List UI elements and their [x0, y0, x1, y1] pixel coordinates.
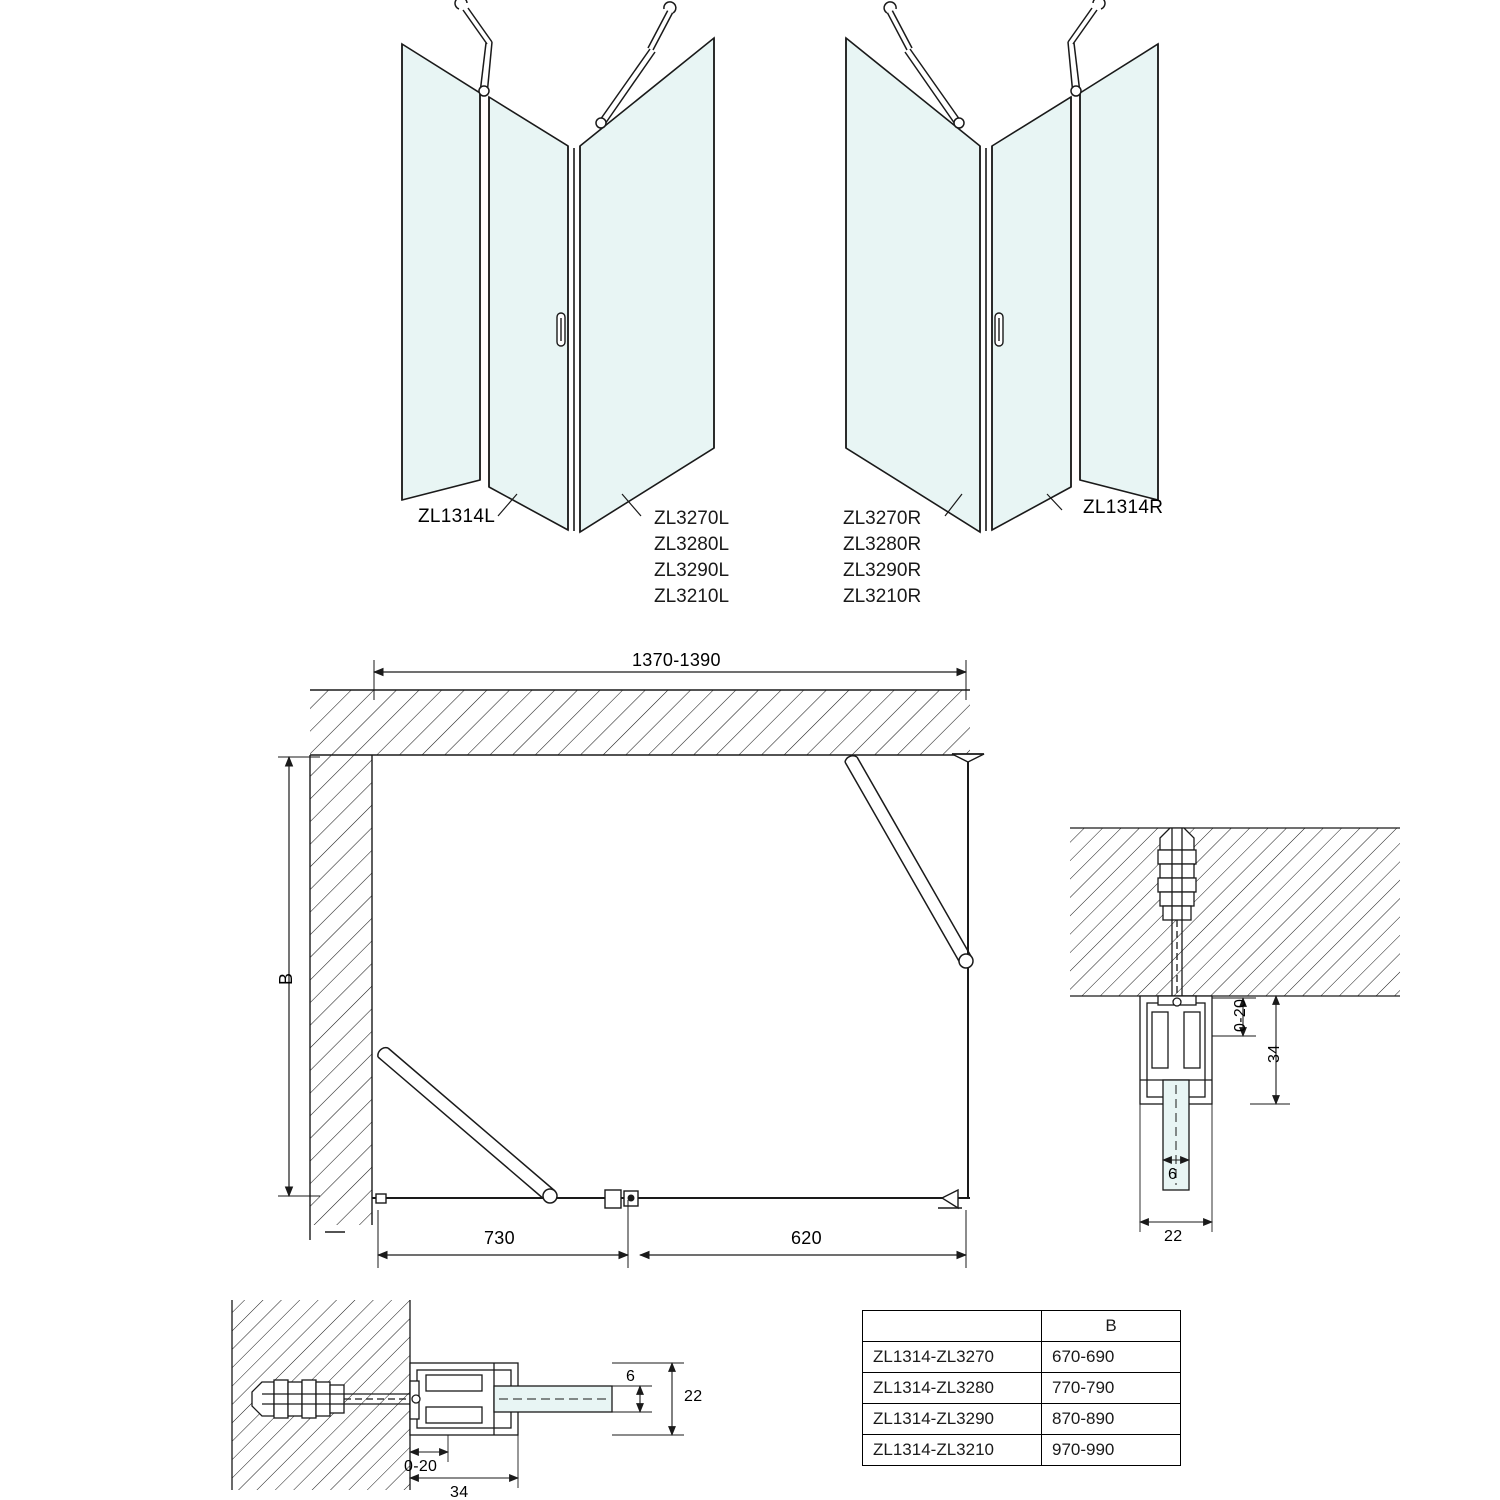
dim-plan-depth-b: B: [276, 972, 296, 985]
codes-right-view: [843, 506, 921, 610]
table-cell-code: ZL1314-ZL3280: [863, 1373, 1042, 1404]
table-row: [863, 1342, 1181, 1373]
label-zl1314r: ZL1314R: [1083, 497, 1164, 518]
code-zl3210r: ZL3210R: [843, 586, 922, 607]
table-header-code: [863, 1311, 1042, 1342]
table-cell-b: 770-790: [1042, 1373, 1181, 1404]
table-header-b: B: [1042, 1311, 1181, 1342]
plan-view: [278, 660, 984, 1268]
code-zl3270l: ZL3270L: [654, 508, 730, 529]
code-zl3290r: ZL3290R: [843, 560, 922, 581]
codes-left-view: [654, 506, 729, 610]
table-cell-code: ZL1314-ZL3270: [863, 1342, 1042, 1373]
detail-bottom-wall-fixing: [232, 1300, 684, 1490]
table-cell-code: ZL1314-ZL3290: [863, 1404, 1042, 1435]
table-cell-code: ZL1314-ZL3210: [863, 1435, 1042, 1466]
table-row: [863, 1404, 1181, 1435]
code-zl3280l: ZL3280L: [654, 534, 730, 555]
code-zl3280r: ZL3280R: [843, 534, 922, 555]
dim-detail-bottom-glass: 6: [626, 1368, 636, 1385]
dim-detail-right-gap: 0-20: [1232, 998, 1249, 1032]
code-zl3290l: ZL3290L: [654, 560, 730, 581]
dim-detail-bottom-width: 34: [450, 1484, 469, 1500]
code-zl3270r: ZL3270R: [843, 508, 922, 529]
dim-plan-left-segment: 730: [484, 1228, 515, 1248]
dim-detail-right-glass: 6: [1168, 1166, 1178, 1183]
dim-detail-right-width: 22: [1164, 1228, 1183, 1245]
dim-plan-right-segment: 620: [791, 1228, 822, 1248]
code-zl3210l: ZL3210L: [654, 586, 730, 607]
table-cell-b: 970-990: [1042, 1435, 1181, 1466]
table-row: [863, 1373, 1181, 1404]
table-cell-b: 870-890: [1042, 1404, 1181, 1435]
table-header-row: [863, 1311, 1181, 1342]
dim-detail-bottom-gap: 0-20: [404, 1458, 438, 1475]
label-zl1314l: ZL1314L: [418, 506, 496, 527]
spec-table: [862, 1310, 1181, 1466]
dim-detail-right-depth: 34: [1266, 1044, 1283, 1063]
iso-view-left: [402, 0, 714, 532]
dim-plan-width: 1370-1390: [632, 650, 721, 670]
table-cell-b: 670-690: [1042, 1342, 1181, 1373]
iso-view-right: [846, 0, 1158, 532]
table-row: [863, 1435, 1181, 1466]
dim-detail-bottom-height: 22: [684, 1388, 703, 1405]
